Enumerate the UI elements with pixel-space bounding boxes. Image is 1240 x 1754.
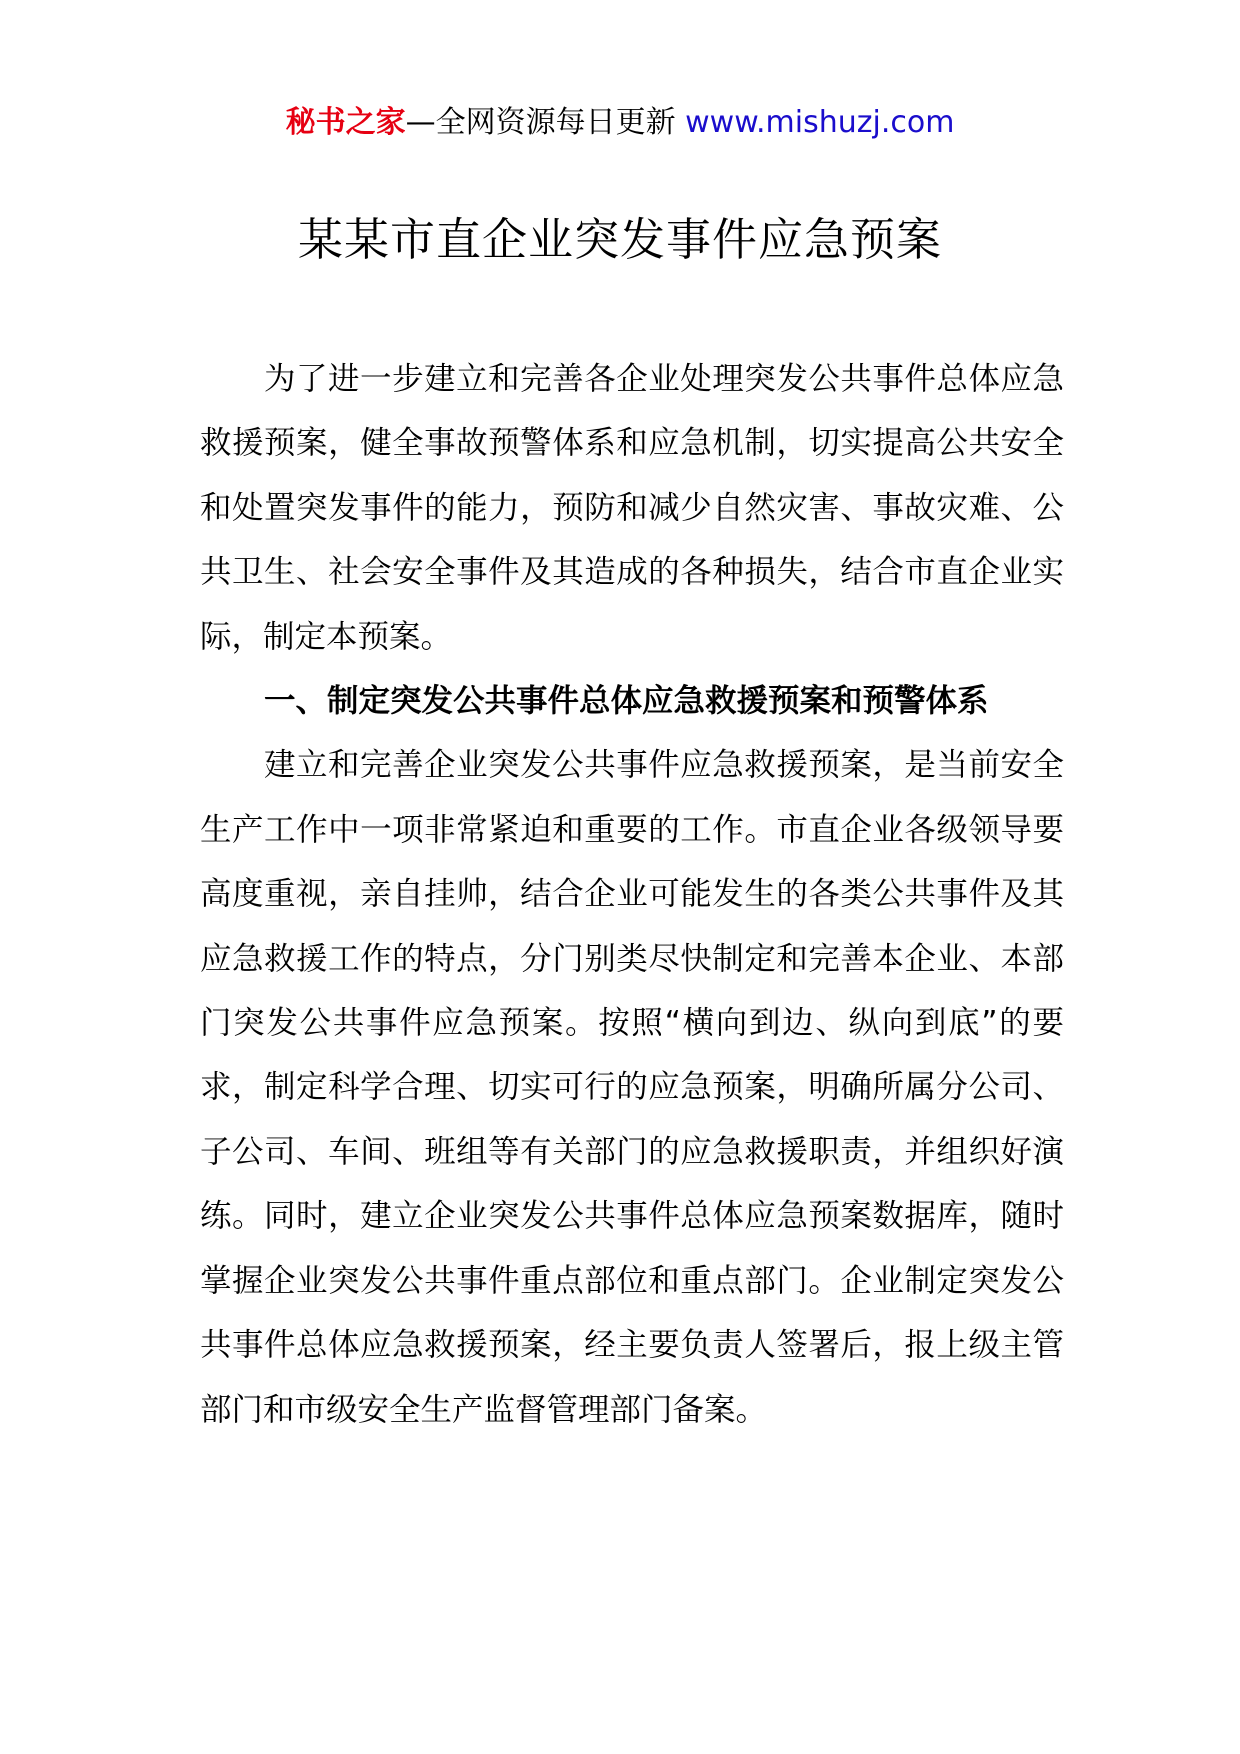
- site-header: [0, 100, 1240, 146]
- intro-paragraph: 为了进一步建立和完善各企业处理突发公共事件总体应急救援预案，健全事故预警体系和应急机制，切实提高公共安全和处置突发事件的能力，预防和减少自然灾害、事故灾难、公共卫生、社会安全事件及其造成的各种损失，结合市直企业实际，制定本预案。: [200, 361, 1064, 655]
- document-body: [200, 347, 1064, 1442]
- section-1-paragraph: 建立和完善企业突发公共事件应急救援预案，是当前安全生产工作中一项非常紧迫和重要的工作。市直企业各级领导要高度重视，亲自挂帅，结合企业可能发生的各类公共事件及其应急救援工作的特点，分门别类尽快制定和完善本企业、本部门突发公共事件应急预案。按照“横向到边、纵向到底”的要求，制定科学合理、切实可行的应急预案，明确所属分公司、子公司、车间、班组等有关部门的应急救援职责，并组织好演练。同时，建立企业突发公共事件总体应急预案数据库，随时掌握企业突发公共事件重点部位和重点部门。企业制定突发公共事件总体应急救援预案，经主要负责人签署后，报上级主管部门和市级安全生产监督管理部门备案。: [200, 747, 1064, 1428]
- document-title: 某某市直企业突发事件应急预案: [297, 213, 942, 266]
- section-heading-1: 一、制定突发公共事件总体应急救援预案和预警体系: [264, 683, 989, 720]
- site-url-link[interactable]: www.mishuzj.com: [685, 105, 955, 140]
- site-tagline: —全网资源每日更新: [405, 105, 676, 140]
- brand-name: 秘书之家: [285, 105, 406, 140]
